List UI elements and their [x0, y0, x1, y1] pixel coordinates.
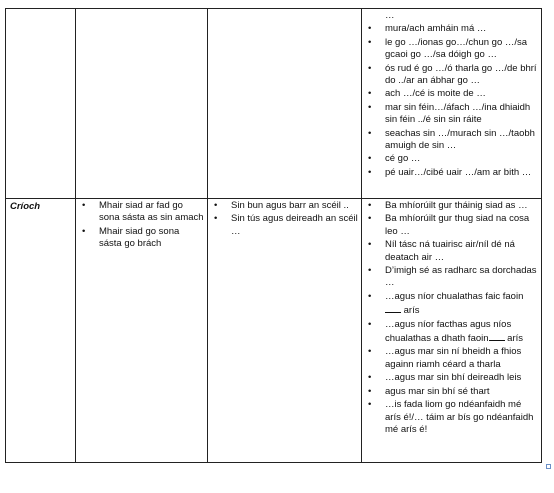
list-item — [368, 399, 538, 436]
list-item-text: cé go … — [385, 153, 421, 165]
list-item — [368, 239, 538, 264]
list-item — [82, 200, 204, 225]
list-item — [368, 128, 538, 153]
list-item-text: …is fada liom go ndéanfaidh mé arís é!/… táim ar bís go ndéanfaidh mé arís é! — [385, 399, 534, 435]
list-item-text: Ba mhíorúilt gur tháinig siad as … — [385, 200, 528, 211]
connectives-cell — [362, 9, 542, 199]
blank-suffix: arís — [504, 333, 524, 345]
list-item-text: D’imigh sé as radharc sa dorchadas … — [385, 265, 537, 289]
list-item — [368, 346, 538, 371]
list-item — [368, 372, 538, 384]
list-item-text: ach …/cé is moite de … — [385, 88, 486, 100]
final-phrases-cell — [362, 199, 542, 463]
table-cell — [6, 9, 76, 199]
table-row — [6, 9, 542, 199]
list-item — [214, 213, 358, 238]
table-cell — [76, 9, 208, 199]
list-item — [368, 200, 538, 212]
list-item — [368, 153, 538, 165]
endings-cell — [76, 199, 208, 463]
list-item-text: …agus mar sin ní bheidh a fhios againn riamh céard a tharla — [385, 346, 522, 370]
list-item-text: agus mar sin bhí sé thart — [385, 385, 490, 397]
list-item — [214, 200, 358, 212]
list-item-text: Mhair siad ar fad go sona sásta as sin amach — [99, 200, 204, 224]
list-item — [368, 88, 538, 100]
list-item-text: Ba mhíorúilt gur thug siad na cosa leo … — [385, 213, 530, 237]
row-label-cell — [6, 199, 76, 463]
list-item-text: ós rud é go …/ó tharla go …/de bhrí do ../ar an ábhar go … — [385, 62, 537, 87]
list-item-text: seachas sin …/murach sin …/taobh amuigh de sin … — [385, 127, 535, 152]
connectives-list — [362, 9, 541, 179]
list-item-text: le go …/ionas go…/chun go …/sa gcaoi go …/sa dóigh go … — [385, 36, 528, 61]
list-item — [368, 265, 538, 290]
list-item — [368, 167, 538, 179]
list-item — [368, 23, 538, 35]
list-item — [368, 37, 538, 62]
table-cell — [208, 9, 362, 199]
list-item — [368, 291, 538, 318]
list-item-text: Mhair siad go sona sásta go brách — [99, 225, 180, 250]
endings-list — [76, 199, 207, 251]
list-item — [82, 226, 204, 251]
blank-line — [385, 303, 401, 313]
list-item-text: …agus mar sin bhí deireadh leis — [385, 372, 522, 384]
row-label: Críoch — [10, 201, 41, 212]
story-close-cell — [208, 199, 362, 463]
blank-line — [489, 331, 505, 341]
list-item-text: Níl tásc ná tuairisc air/níl dé ná deatach air … — [385, 239, 515, 263]
document-table — [5, 8, 542, 463]
list-item-text: …agus níor chualathas faic faoin — [385, 290, 524, 302]
list-item-text: mura/ach amháin má … — [385, 23, 487, 35]
list-item — [368, 102, 538, 127]
story-close-list — [208, 199, 361, 238]
list-item-text: pé uair…/cibé uair …/am ar bith … — [385, 166, 532, 178]
table-row — [6, 199, 542, 463]
list-item-text: …agus níor facthas agus níos chualathas a dhath faoin — [385, 318, 512, 345]
blank-suffix: arís — [401, 305, 420, 317]
list-item — [368, 10, 538, 22]
final-phrases-list — [362, 199, 541, 436]
list-item — [368, 319, 538, 346]
list-item — [368, 63, 538, 88]
list-item — [368, 213, 538, 238]
list-item-text: Sin tús agus deireadh an scéil … — [231, 213, 358, 237]
list-item-text: … — [385, 10, 395, 21]
list-item-text: Sin bun agus barr an scéil .. — [231, 200, 349, 211]
list-item-text: mar sin féin…/áfach …/ina dhiaidh sin féin ../é sin sin ráite — [385, 101, 531, 126]
table-resize-handle[interactable] — [546, 464, 551, 469]
list-item — [368, 386, 538, 398]
